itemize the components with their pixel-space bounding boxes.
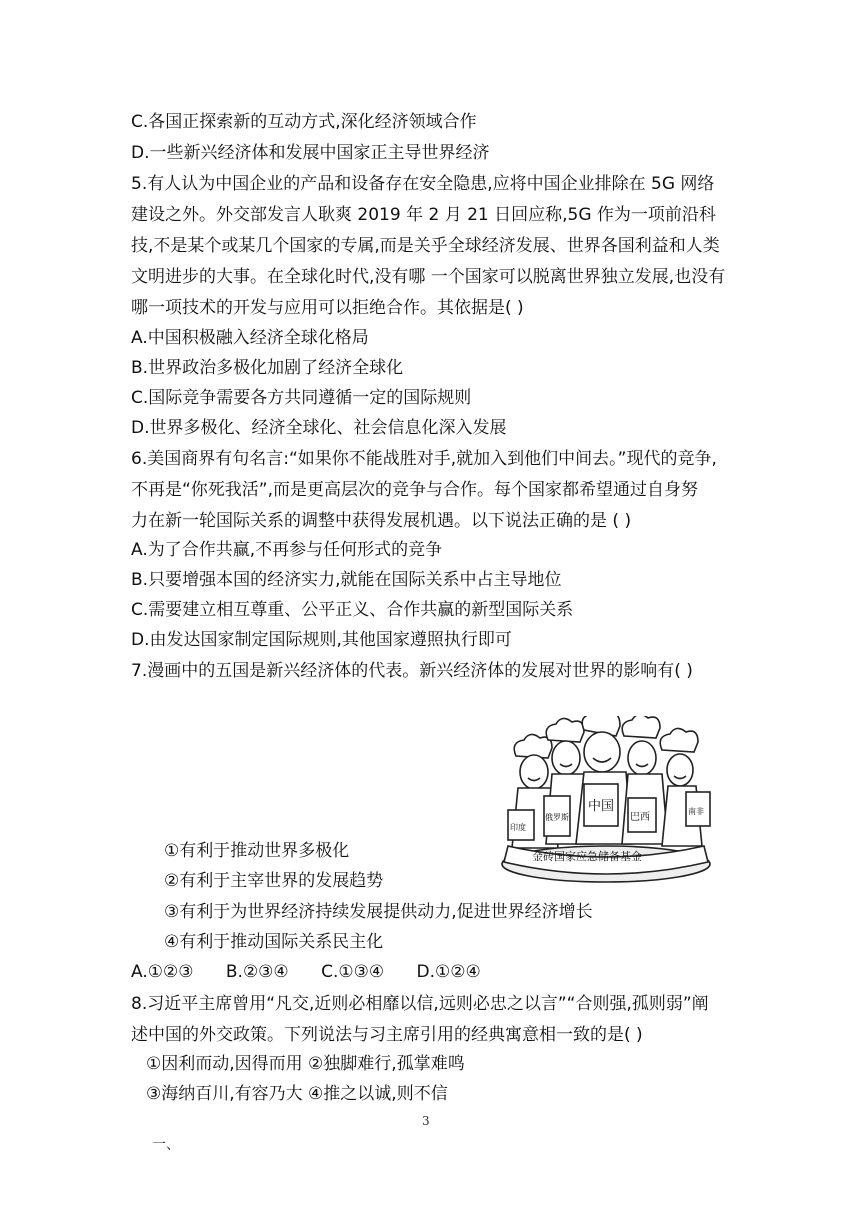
page-number: 3 bbox=[422, 1114, 430, 1128]
question-7-stem: 7.漫画中的五国是新兴经济体的代表。新兴经济体的发展对世界的影响有( ) bbox=[131, 661, 693, 681]
q7-option-2: ②有利于主宰世界的发展趋势 bbox=[164, 871, 384, 891]
option-d-q6: D.由发达国家制定国际规则,其他国家遵照执行即可 bbox=[131, 630, 512, 650]
q7-option-4: ④有利于推动国际关系民主化 bbox=[164, 932, 384, 952]
option-a-q6: A.为了合作共赢,不再参与任何形式的竞争 bbox=[131, 540, 443, 560]
q7-option-1: ①有利于推动世界多极化 bbox=[164, 841, 350, 861]
question-5-line-4: 文明进步的大事。在全球化时代,没有哪 一个国家可以脱离世界独立发展,也没有 bbox=[131, 267, 726, 287]
q8-options-line-1: ①因利而动,因得而用 ②独脚难行,孤掌难鸣 bbox=[146, 1054, 465, 1074]
brics-cartoon bbox=[496, 716, 746, 886]
question-6-line-3: 力在新一轮国际关系的调整中获得发展机遇。以下说法正确的是 ( ) bbox=[131, 511, 632, 531]
question-6-line-1: 6.美国商界有句名言:“如果你不能战胜对手,就加入到他们中间去。”现代的竞争, bbox=[131, 449, 717, 469]
option-c-q6: C.需要建立相互尊重、公平正义、合作共赢的新型国际关系 bbox=[131, 600, 574, 620]
q7-option-3: ③有利于为世界经济持续发展提供动力,促进世界经济增长 bbox=[164, 902, 593, 922]
q7-answer-choices: A.①②③ B.②③④ C.①③④ D.①②④ bbox=[131, 962, 481, 982]
question-5-line-1: 5.有人认为中国企业的产品和设备存在安全隐患,应将中国企业排除在 5G 网络 bbox=[131, 174, 715, 194]
flag-brazil-label: 巴西 bbox=[630, 812, 650, 823]
question-5-line-3: 技,不是某个或某几个国家的专属,而是关乎全球经济发展、世界各国利益和人类 bbox=[131, 236, 720, 256]
question-6-line-2: 不再是“你死我活”,而是更高层次的竞争与合作。每个国家都希望通过自身努 bbox=[131, 480, 699, 500]
flag-china-label: 中国 bbox=[588, 799, 615, 814]
q8-options-line-2: ③海纳百川,有容乃大 ④推之以诚,则不信 bbox=[146, 1084, 448, 1104]
option-c-q5: C.国际竞争需要各方共同遵循一定的国际规则 bbox=[131, 388, 472, 408]
cake-banner-text: 金砖国家应急储备基金 bbox=[532, 850, 642, 863]
option-a-q5: A.中国积极融入经济全球化格局 bbox=[131, 328, 369, 348]
question-5-line-5: 哪一项技术的开发与应用可以拒绝合作。其依据是( ) bbox=[131, 298, 524, 318]
option-d-q4: D.一些新兴经济体和发展中国家正主导世界经济 bbox=[131, 143, 490, 163]
option-d-q5: D.世界多极化、经济全球化、社会信息化深入发展 bbox=[131, 418, 507, 438]
flag-india-label: 印度 bbox=[510, 823, 526, 832]
option-b-q6: B.只要增强本国的经济实力,就能在国际关系中占主导地位 bbox=[131, 570, 562, 590]
footer-mark: 一、 bbox=[152, 1137, 180, 1153]
question-8-line-1: 8.习近平主席曾用“凡交,近则必相靡以信,远则必忠之以言”“合则强,孤则弱”阐 bbox=[131, 994, 709, 1014]
question-8-line-2: 述中国的外交政策。下列说法与习主席引用的经典寓意相一致的是( ) bbox=[131, 1025, 643, 1045]
option-c-q4: C.各国正探索新的互动方式,深化经济领域合作 bbox=[131, 112, 477, 132]
option-b-q5: B.世界政治多极化加剧了经济全球化 bbox=[131, 358, 404, 378]
question-5-line-2: 建设之外。外交部发言人耿爽 2019 年 2 月 21 日回应称,5G 作为一项前沿科 bbox=[131, 205, 716, 225]
flag-russia-label: 俄罗斯 bbox=[545, 813, 569, 822]
flag-south-africa-label: 南非 bbox=[688, 807, 704, 816]
